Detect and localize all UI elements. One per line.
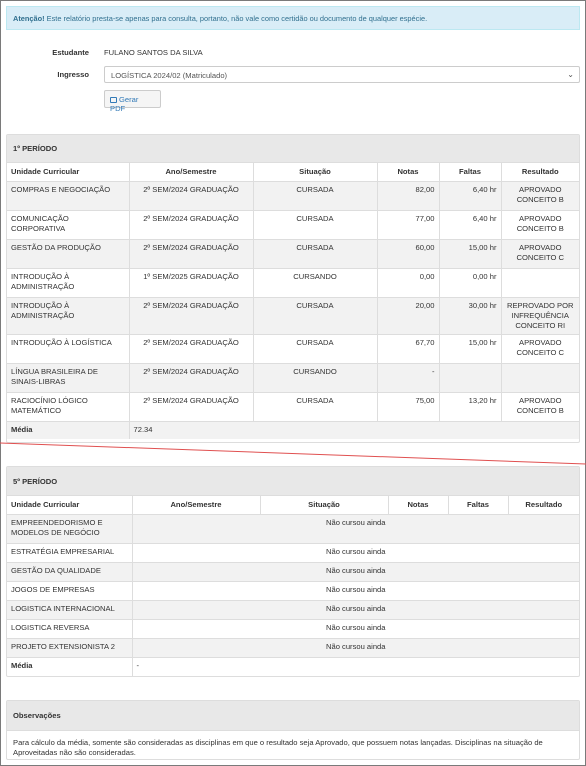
period-5-header-row — [7, 496, 579, 514]
cell-not-taken: Não cursou ainda — [132, 514, 579, 543]
cell-faltas: 6,40 hr — [439, 181, 501, 210]
col-situacao: Situação — [260, 496, 388, 514]
page-break-line — [0, 442, 586, 468]
cell-faltas: 6,40 hr — [439, 210, 501, 239]
cell-faltas — [439, 363, 501, 392]
table-row — [7, 297, 579, 334]
cell-faltas: 15,00 hr — [439, 334, 501, 363]
media-label: Média — [7, 421, 129, 439]
table-row — [7, 562, 579, 581]
cell-situacao: CURSADA — [253, 181, 377, 210]
col-situacao: Situação — [253, 163, 377, 181]
alert-text: Este relatório presta-se apenas para consulta, portanto, não vale como certidão ou documento de qualquer espécie. — [44, 14, 428, 23]
cell-unidade: INTRODUÇÃO À ADMINISTRAÇÃO — [7, 297, 129, 334]
col-notas: Notas — [388, 496, 448, 514]
table-row — [7, 581, 579, 600]
generate-pdf-button[interactable] — [104, 90, 161, 113]
col-resultado: Resultado — [508, 496, 579, 514]
cell-ano: 2º SEM/2024 GRADUAÇÃO — [129, 239, 253, 268]
table-row — [7, 268, 579, 297]
col-faltas: Faltas — [439, 163, 501, 181]
cell-not-taken: Não cursou ainda — [132, 600, 579, 619]
cell-not-taken: Não cursou ainda — [132, 543, 579, 562]
period-1-panel — [6, 134, 580, 443]
cell-notas: 75,00 — [377, 392, 439, 421]
cell-notas: 60,00 — [377, 239, 439, 268]
cell-ano: 2º SEM/2024 GRADUAÇÃO — [129, 181, 253, 210]
cell-unidade: GESTÃO DA PRODUÇÃO — [7, 239, 129, 268]
cell-not-taken: Não cursou ainda — [132, 619, 579, 638]
cell-resultado: APROVADO CONCEITO B — [501, 181, 579, 210]
cell-ano: 1º SEM/2025 GRADUAÇÃO — [129, 268, 253, 297]
cell-situacao: CURSADA — [253, 334, 377, 363]
cell-ano: 2º SEM/2024 GRADUAÇÃO — [129, 297, 253, 334]
observations-title: Observações — [7, 701, 579, 731]
table-row — [7, 363, 579, 392]
ingresso-label: Ingresso — [57, 70, 89, 79]
table-row — [7, 514, 579, 543]
cell-resultado — [501, 268, 579, 297]
table-row — [7, 392, 579, 421]
ingresso-select[interactable] — [104, 66, 580, 83]
cell-unidade: LOGISTICA REVERSA — [7, 619, 132, 638]
student-row — [0, 44, 586, 62]
warning-alert — [6, 6, 580, 30]
cell-resultado: APROVADO CONCEITO B — [501, 392, 579, 421]
cell-unidade: LÍNGUA BRASILEIRA DE SINAIS-LIBRAS — [7, 363, 129, 392]
cell-resultado: APROVADO CONCEITO C — [501, 239, 579, 268]
student-value: FULANO SANTOS DA SILVA — [104, 48, 203, 57]
period-1-header-row — [7, 163, 579, 181]
cell-ano: 2º SEM/2024 GRADUAÇÃO — [129, 392, 253, 421]
observations-text: Para cálculo da média, somente são consideradas as disciplinas em que o resultado seja Aprovado, que possuem notas lançadas. Disciplinas na situação de Aproveitadas não são consideradas. — [13, 738, 543, 757]
col-unidade: Unidade Curricular — [7, 496, 132, 514]
cell-ano: 2º SEM/2024 GRADUAÇÃO — [129, 363, 253, 392]
media-label: Média — [7, 657, 132, 676]
cell-unidade: RACIOCÍNIO LÓGICO MATEMÁTICO — [7, 392, 129, 421]
period-5-table — [7, 496, 579, 676]
table-row — [7, 543, 579, 562]
cell-unidade: INTRODUÇÃO À ADMINISTRAÇÃO — [7, 268, 129, 297]
period-5-title: 5º PERÍODO — [7, 467, 579, 496]
cell-situacao: CURSADA — [253, 297, 377, 334]
cell-situacao: CURSADA — [253, 239, 377, 268]
media-value: - — [132, 657, 579, 676]
generate-pdf-label: Gerar PDF — [110, 95, 139, 113]
cell-notas: 67,70 — [377, 334, 439, 363]
cell-not-taken: Não cursou ainda — [132, 562, 579, 581]
cell-notas: 0,00 — [377, 268, 439, 297]
table-row — [7, 619, 579, 638]
ingresso-row — [0, 66, 586, 84]
col-ano: Ano/Semestre — [132, 496, 260, 514]
cell-resultado: REPROVADO POR INFREQUÊNCIA CONCEITO RI — [501, 297, 579, 334]
col-unidade: Unidade Curricular — [7, 163, 129, 181]
cell-ano: 2º SEM/2024 GRADUAÇÃO — [129, 334, 253, 363]
cell-notas: - — [377, 363, 439, 392]
cell-situacao: CURSADA — [253, 392, 377, 421]
cell-unidade: GESTÃO DA QUALIDADE — [7, 562, 132, 581]
col-ano: Ano/Semestre — [129, 163, 253, 181]
table-row — [7, 181, 579, 210]
cell-not-taken: Não cursou ainda — [132, 581, 579, 600]
media-row — [7, 657, 579, 676]
cell-situacao: CURSANDO — [253, 268, 377, 297]
table-row — [7, 600, 579, 619]
table-row — [7, 239, 579, 268]
media-row — [7, 421, 579, 439]
cell-unidade: ESTRATÉGIA EMPRESARIAL — [7, 543, 132, 562]
cell-faltas: 13,20 hr — [439, 392, 501, 421]
cell-notas: 77,00 — [377, 210, 439, 239]
cell-resultado — [501, 363, 579, 392]
cell-unidade: INTRODUÇÃO À LOGÍSTICA — [7, 334, 129, 363]
cell-unidade: COMPRAS E NEGOCIAÇÃO — [7, 181, 129, 210]
cell-faltas: 0,00 hr — [439, 268, 501, 297]
cell-unidade: JOGOS DE EMPRESAS — [7, 581, 132, 600]
cell-notas: 20,00 — [377, 297, 439, 334]
cell-situacao: CURSADA — [253, 210, 377, 239]
table-row — [7, 638, 579, 657]
period-1-title: 1º PERÍODO — [7, 135, 579, 163]
period-5-panel — [6, 466, 580, 677]
col-notas: Notas — [377, 163, 439, 181]
student-label: Estudante — [52, 48, 89, 57]
cell-resultado: APROVADO CONCEITO C — [501, 334, 579, 363]
table-row — [7, 210, 579, 239]
printer-icon — [110, 97, 117, 103]
cell-faltas: 15,00 hr — [439, 239, 501, 268]
media-value: 72.34 — [129, 421, 579, 439]
cell-faltas: 30,00 hr — [439, 297, 501, 334]
cell-notas: 82,00 — [377, 181, 439, 210]
chevron-down-icon: ⌄ — [567, 70, 574, 79]
alert-strong: Atenção! — [13, 14, 45, 23]
col-resultado: Resultado — [501, 163, 579, 181]
col-faltas: Faltas — [448, 496, 508, 514]
ingresso-selected-value: LOGÍSTICA 2024/02 (Matriculado) — [111, 71, 228, 80]
cell-unidade: COMUNICAÇÃO CORPORATIVA — [7, 210, 129, 239]
cell-unidade: EMPREENDEDORISMO E MODELOS DE NEGÓCIO — [7, 514, 132, 543]
cell-not-taken: Não cursou ainda — [132, 638, 579, 657]
table-row — [7, 334, 579, 363]
cell-unidade: PROJETO EXTENSIONISTA 2 — [7, 638, 132, 657]
period-1-table — [7, 163, 579, 439]
observations-panel — [6, 700, 580, 760]
cell-ano: 2º SEM/2024 GRADUAÇÃO — [129, 210, 253, 239]
cell-unidade: LOGISTICA INTERNACIONAL — [7, 600, 132, 619]
cell-resultado: APROVADO CONCEITO B — [501, 210, 579, 239]
cell-situacao: CURSANDO — [253, 363, 377, 392]
